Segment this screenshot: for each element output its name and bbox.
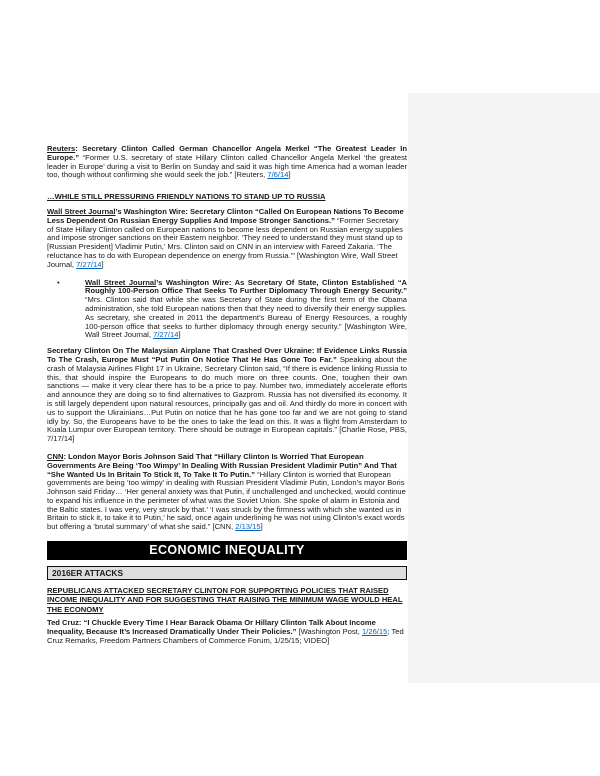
citation-tail: ]: [178, 330, 181, 340]
subsection-box-2016er-attacks: [47, 566, 407, 580]
paragraph-ted-cruz: [47, 619, 407, 645]
document-body: [47, 145, 407, 655]
citation-tail: ]: [260, 522, 263, 532]
source-name: Wall Street Journal: [85, 277, 157, 287]
paragraph-lead: Secretary Clinton Called German Chancellor Angela Merkel “The Greatest Leader In Europe.”: [47, 144, 407, 162]
paragraph-text: Speaking about the crash of Malaysia Airlines Flight 17 in Ukraine, Secretary Clinton said, “If there is evidence linking Russia to this, that should inspire the Europeans to do much more on three counts. One, toughen their own sanctions — make it very clear there has to be a price to pay. Number two, immediately accelerate efforts and announce they are doing so to find alternatives to Gazprom. Russia has not diversified its economy. It is still largely dependent upon natural resources, principally gas and oil. And thirdly do more in concert with us to support the Ukrainians…Put Putin on notice that he has gone too far and we are not going to stand idly by. So, the Europeans have to be the ones to take the lead on this. It was a flight from Amsterdam to Kuala Lumpur over European territory. There should be outrage in European capitals.” [Charlie Rose, PBS, 7/17/14]: [47, 354, 407, 444]
paragraph-text: “Mrs. Clinton said that while she was Secretary of State during the first term of the Obama administration, she told European nations then that they need to diversify their energy supplies. As secretary, she created in 2011 the department’s Bureau of Energy Resources, a roughly 100-person office that seeks to further diplomacy through energy security.” [Washington Wire, Wall Street Journal,: [85, 295, 407, 340]
bullet-icon: •: [57, 277, 60, 287]
paragraph-cnn-boris-johnson: CNN: London Mayor Boris Johnson Said That “Hillary Clinton Is Worried That European Governments Are Being ‘Too Wimpy’ In Dealing With Russian President Vladimir Putin” And That “She Wanted Us In Britain To Stick It, To Take It To Putin.” “Hillary Clinton is worried that European governments are being ‘too wimpy’ in dealing with Russian President Vladimir Putin, London’s mayor Boris Johnson said Friday… ‘Her general anxiety was that Putin, if unchallenged and unchecked, would continue to expand his influence in the perimeter of what was the Soviet Union. She spoke of alarm in Estonia and the Baltic states. I was very, very struck by that.’ ‘I was struck by the firmness with which she wanted us in Britain to stick it, to take it to Putin,’ he said, once again underlining he was not using Clinton’s exact words but offering a ‘brutal summary’ of what she said.” [CNN, 2/13/15]: [47, 451, 406, 532]
paragraph-lead: Washington Wire: As Secretary Of State, Clinton Established “A Roughly 100-Person Office That Seeks To Further Diplomacy Through Energy Security.”: [85, 277, 408, 296]
paragraph-wsj-washington-wire: Wall Street Journal’s Washington Wire: Secretary Clinton “Called On European Nations To Become Less Dependent On Russian Energy Supplies And Impose Stronger Sanctions.” “Former Secretary of State Hillary Clinton called on European nations to become less dependent on Russian energy supplies and impose stronger sanctions on their Eastern neighbor. ‘They need to understand they must stand up to [Russian President] Vladimir Putin,’ Mrs. Clinton said on CNN in an interview with Fareed Zakaria. ‘The reluctance has to do with European dependence on energy from Russia.’” [Washington Wire, Wall Street Journal, 7/27/14]: [47, 206, 404, 269]
heading-republicans-attacked: REPUBLICANS ATTACKED SECRETARY CLINTON FOR SUPPORTING POLICIES THAT RAISED INCOME INEQUALITY AND FOR SUGGESTING THAT RAISING THE MINIMUM WAGE WOULD HEAL THE ECONOMY: [47, 586, 403, 614]
right-margin-highlight: [408, 93, 600, 683]
paragraph-text: “Former Secretary of State Hillary Clinton called on European nations to become less dependent on Russian energy supplies and impose stronger sanctions on their Eastern neighbor. ‘They need to understand they must stand up to [Russian President] Vladimir Putin,’ Mrs. Clinton said on CNN in an interview with Fareed Zakaria. ‘The reluctance has to do with European dependence on energy from Russia.’” [Washington Wire, Wall Street Journal,: [47, 215, 403, 269]
paragraph-lead: Washington Wire: Secretary Clinton “Called On European Nations To Become Less Dependent On Russian Energy Supplies And Impose Stronger Sanctions.”: [47, 206, 404, 225]
bullet-item-wsj-energy-security: [47, 279, 407, 341]
citation-link[interactable]: 7/6/14: [267, 170, 289, 180]
bullet-text: Wall Street Journal’s Washington Wire: As Secretary Of State, Clinton Established “A Roughly 100-Person Office That Seeks To Further Diplomacy Through Energy Security.” “Mrs. Clinton said that while she was Secretary of State during the first term of the Obama administration, she told European nations then that they need to diversify their energy supplies. As secretary, she created in 2011 the department’s Bureau of Energy Resources, a roughly 100-person office that seeks to further diplomacy through energy security.” [Washington Wire, Wall Street Journal, 7/27/14]: [85, 277, 408, 340]
source-name: Wall Street Journal: [47, 206, 116, 216]
citation-link[interactable]: 7/27/14: [153, 330, 179, 340]
paragraph-lead: Secretary Clinton On The Malaysian Airplane That Crashed Over Ukraine: If Evidence Links Russia To The Crash, Europe Must “Put Putin On Notice That He Has Gone Too Far.”: [47, 346, 407, 364]
source-name: CNN: [47, 451, 64, 461]
paragraph-text: [Washington Post,: [296, 627, 363, 637]
citation-tail: ]: [288, 170, 291, 180]
subsection-box-label: 2016ER ATTACKS: [52, 568, 124, 579]
section-header-economic-inequality: [47, 541, 407, 560]
paragraph-lead: Ted Cruz: “I Chuckle Every Time I Hear Barack Obama Or Hillary Clinton Talk About Income Inequality, Because It’s Increased Dramatically Under Their Policies.”: [47, 618, 376, 637]
citation-link[interactable]: 2/13/15: [235, 522, 261, 532]
paragraph-text: “Former U.S. secretary of state Hillary Clinton called Chancellor Angela Merkel ‘the greatest leader in Europe’ during a visit to Berlin on Sunday and said it was high time America had a woman leader too, though without confirming she would seek the job.” [Reuters,: [47, 152, 407, 180]
paragraph-text: “Hillary Clinton is worried that European governments are being ‘too wimpy’ in dealing with Russian President Vladimir Putin, London’s mayor Boris Johnson said Friday… ‘Her general anxiety was that Putin, if unchallenged and unchecked, would continue to expand his influence in the perimeter of what was the Soviet Union. She spoke of alarm in Estonia and the Baltic states. I was very, very struck by that.’ ‘I was struck by the firmness with which she wanted us in Britain to stick it, to take it to Putin,’ he said, once again underlining he was not using Clinton’s exact words but offering a ‘brutal summary’ of what she said.” [CNN,: [47, 469, 406, 532]
citation-tail: ]: [101, 259, 104, 269]
paragraph-lead: London Mayor Boris Johnson Said That “Hillary Clinton Is Worried That European Governments Are Being ‘Too Wimpy’ In Dealing With Russian President Vladimir Putin” And That “She Wanted Us In Britain To Stick It, To Take It To Putin.”: [47, 451, 397, 479]
heading-pressuring-friendly-nations: …WHILE STILL PRESSURING FRIENDLY NATIONS TO STAND UP TO RUSSIA: [47, 192, 326, 202]
source-name: Reuters: [47, 144, 76, 153]
paragraph-reuters-merkel: Reuters: Secretary Clinton Called German Chancellor Angela Merkel “The Greatest Leader In Europe.” “Former U.S. secretary of state Hillary Clinton called Chancellor Angela Merkel ‘the greatest leader in Europe’ during a visit to Berlin on Sunday and said it was high time America had a woman leader too, though without confirming she would seek the job.” [Reuters, 7/6/14]: [47, 144, 407, 180]
citation-tail: ; Ted Cruz Remarks, Freedom Partners Chambers of Commerce Forum, 1/25/15; VIDEO]: [47, 627, 404, 645]
citation-link[interactable]: 1/26/15: [362, 627, 388, 637]
paragraph-malaysia-airlines: [47, 347, 407, 444]
citation-link[interactable]: 7/27/14: [76, 259, 102, 269]
section-header-label: ECONOMIC INEQUALITY: [149, 543, 305, 558]
